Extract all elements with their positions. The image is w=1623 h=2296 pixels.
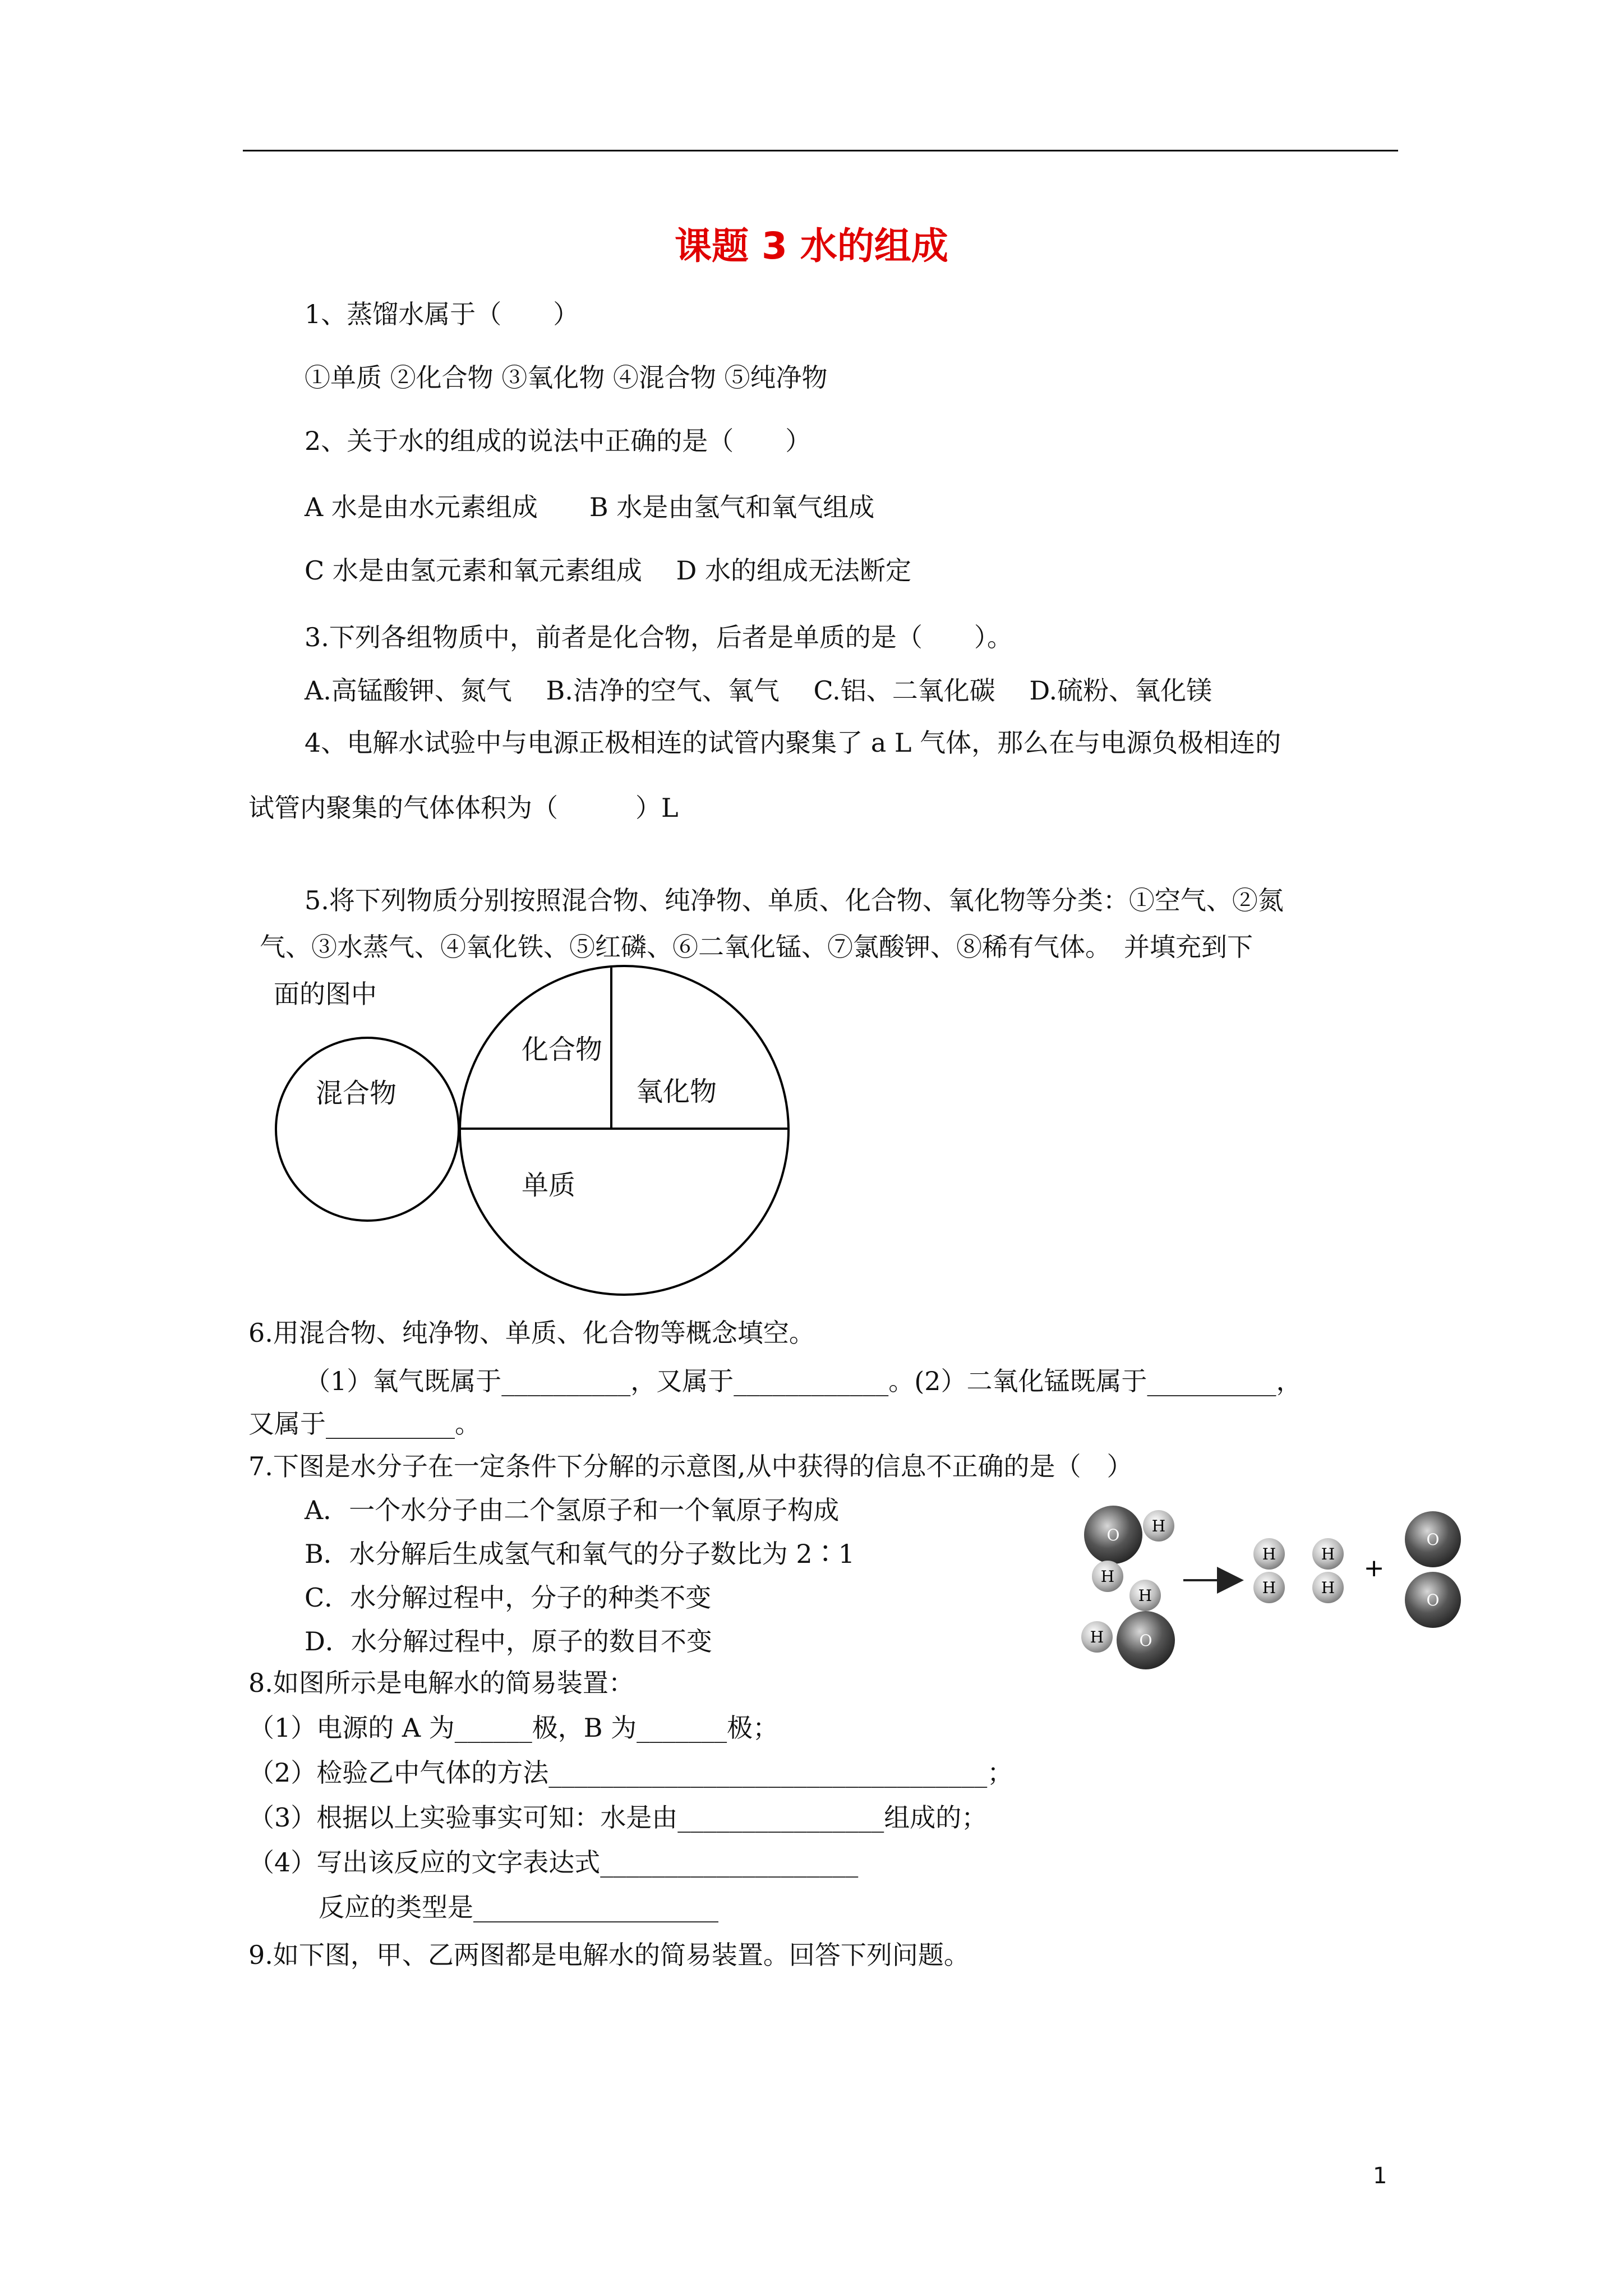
q8-part4: （4）写出该反应的文字表达式____________________ [248,1847,859,1878]
oxygen-symbol: O [1139,1631,1152,1650]
q5-stem: 5.将下列物质分别按照混合物、纯净物、单质、化合物、氧化物等分类：①空气、②氮 [305,885,1284,915]
page-title: 课题 3 水的组成 [675,224,948,268]
hydrogen-symbol: H [1090,1628,1104,1646]
hydrogen-symbol: H [1262,1545,1276,1563]
oxygen-symbol: O [1106,1526,1120,1544]
hydrogen-symbol: H [1321,1579,1335,1597]
hydrogen-symbol: H [1138,1586,1152,1605]
q1-options: ①单质 ②化合物 ③氧化物 ④混合物 ⑤纯净物 [305,362,828,393]
hydrogen-symbol: H [1100,1567,1115,1586]
q8-part1: （1）电源的 A 为______极，B 为_______极； [248,1713,779,1743]
oxygen-symbol: O [1426,1591,1440,1609]
q7-option-d: D．水分解过程中，原子的数目不变 [305,1626,712,1657]
hydrogen-symbol: H [1321,1545,1335,1563]
compound-label: 化合物 [522,1034,603,1065]
q2-options-cd: C 水是由氢元素和氧元素组成 D 水的组成无法断定 [305,555,911,586]
oxide-label: 氧化物 [636,1076,717,1107]
q1-stem: 1、蒸馏水属于（ ） [305,299,579,329]
q2-stem: 2、关于水的组成的说法中正确的是（ ） [305,426,811,456]
q8-part3: （3）根据以上实验事实可知：水是由________________组成的； [248,1802,988,1833]
q6-stem: 6.用混合物、纯净物、单质、化合物等概念填空。 [248,1318,815,1348]
q5-stem-cont: 气、③水蒸气、④氧化铁、⑤红磷、⑥二氧化锰、⑦氯酸钾、⑧稀有气体。 并填充到下 [260,932,1253,962]
q8-part4-cont: 反应的类型是___________________ [319,1892,718,1922]
q3-options: A.高锰酸钾、氮气 B.洁净的空气、氧气 C.铝、二氧化碳 D.硫粉、氧化镁 [305,675,1212,706]
q8-part2: （2）检验乙中气体的方法__________________________________； [248,1757,1013,1788]
plus-sign: + [1363,1554,1385,1582]
q4-stem: 4、电解水试验中与电源正极相连的试管内聚集了 a L 气体，那么在与电源负极相连的 [305,728,1281,758]
q7-option-c: C．水分解过程中，分子的种类不变 [305,1582,712,1613]
hydrogen-symbol: H [1262,1579,1276,1597]
q7-stem: 7.下图是水分子在一定条件下分解的示意图,从中获得的信息不正确的是（ ） [248,1451,1133,1481]
q8-stem: 8.如图所示是电解水的简易装置： [248,1668,634,1698]
page-number: 1 [1373,2163,1387,2189]
oxygen-molecule [1405,1511,1461,1628]
q5-stem-cont2: 面的图中 [274,979,377,1009]
hydrogen-symbol: H [1151,1517,1166,1535]
q7-option-b: B．水分解后生成氢气和氧气的分子数比为 2∶1 [305,1539,855,1569]
mixture-label: 混合物 [316,1078,397,1109]
q3-stem: 3.下列各组物质中，前者是化合物，后者是单质的是（ ）。 [305,622,1013,652]
q2-options-ab: A 水是由水元素组成 B 水是由氢气和氧气组成 [305,492,875,522]
q7-option-a: A．一个水分子由二个氢原子和一个氧原子构成 [305,1495,840,1525]
oxygen-symbol: O [1426,1530,1440,1549]
q6-part1-cont: 又属于__________。 [248,1409,481,1439]
q4-stem-cont: 试管内聚集的气体体积为（ ）L [248,793,679,823]
element-label: 单质 [522,1170,576,1201]
q6-part1: （1）氧气既属于__________，又属于____________。(2）二氧化锰既属于__________， [305,1366,1302,1396]
q9-stem: 9.如下图，甲、乙两图都是电解水的简易装置。回答下列问题。 [248,1940,970,1970]
